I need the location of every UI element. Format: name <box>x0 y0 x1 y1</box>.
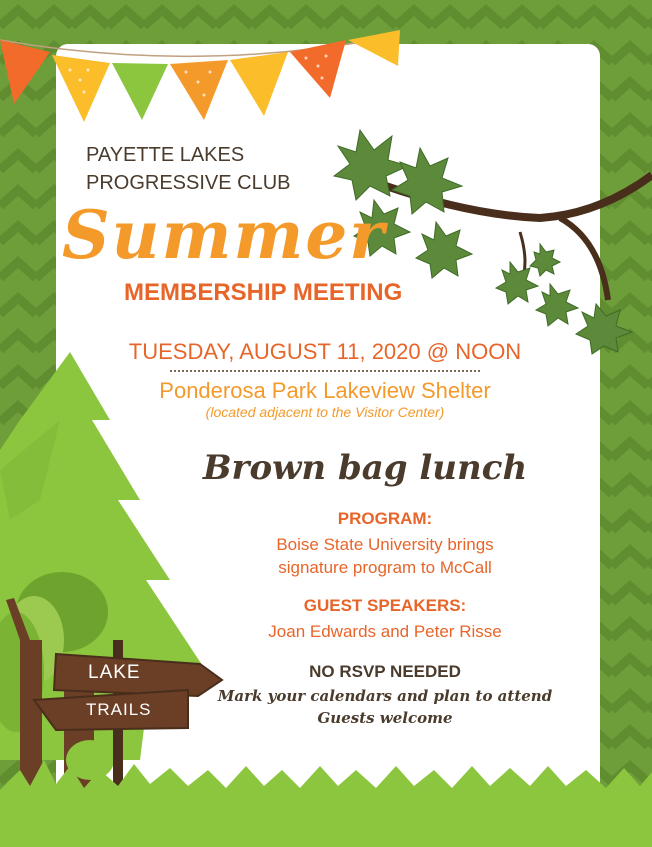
sign-label-lake: LAKE <box>88 662 141 683</box>
club-name-line2: PROGRESSIVE CLUB <box>86 172 291 194</box>
meeting-date-time: TUESDAY, AUGUST 11, 2020 @ NOON <box>128 339 522 364</box>
location-note: (located adjacent to the Visitor Center) <box>205 404 445 420</box>
meeting-location: Ponderosa Park Lakeview Shelter <box>159 378 491 403</box>
lunch-note: Brown bag lunch <box>202 448 528 488</box>
summer-title: Summer <box>62 196 387 274</box>
guests-note: Guests welcome <box>317 709 453 727</box>
program-heading: PROGRAM: <box>337 509 433 528</box>
speakers-names: Joan Edwards and Peter Risse <box>268 622 502 641</box>
club-name <box>86 141 291 197</box>
calendar-note: Mark your calendars and plan to attend <box>217 687 553 705</box>
rsvp-note: NO RSVP NEEDED <box>309 662 461 681</box>
speakers-heading: GUEST SPEAKERS: <box>303 596 467 615</box>
program-line2: signature program to McCall <box>278 558 492 577</box>
program-line1: Boise State University brings <box>276 535 494 554</box>
meeting-subtitle: MEMBERSHIP MEETING <box>124 279 403 306</box>
sign-label-trails: TRAILS <box>86 700 152 719</box>
club-name-line1: PAYETTE LAKES <box>86 144 245 166</box>
dotted-divider <box>170 370 480 372</box>
